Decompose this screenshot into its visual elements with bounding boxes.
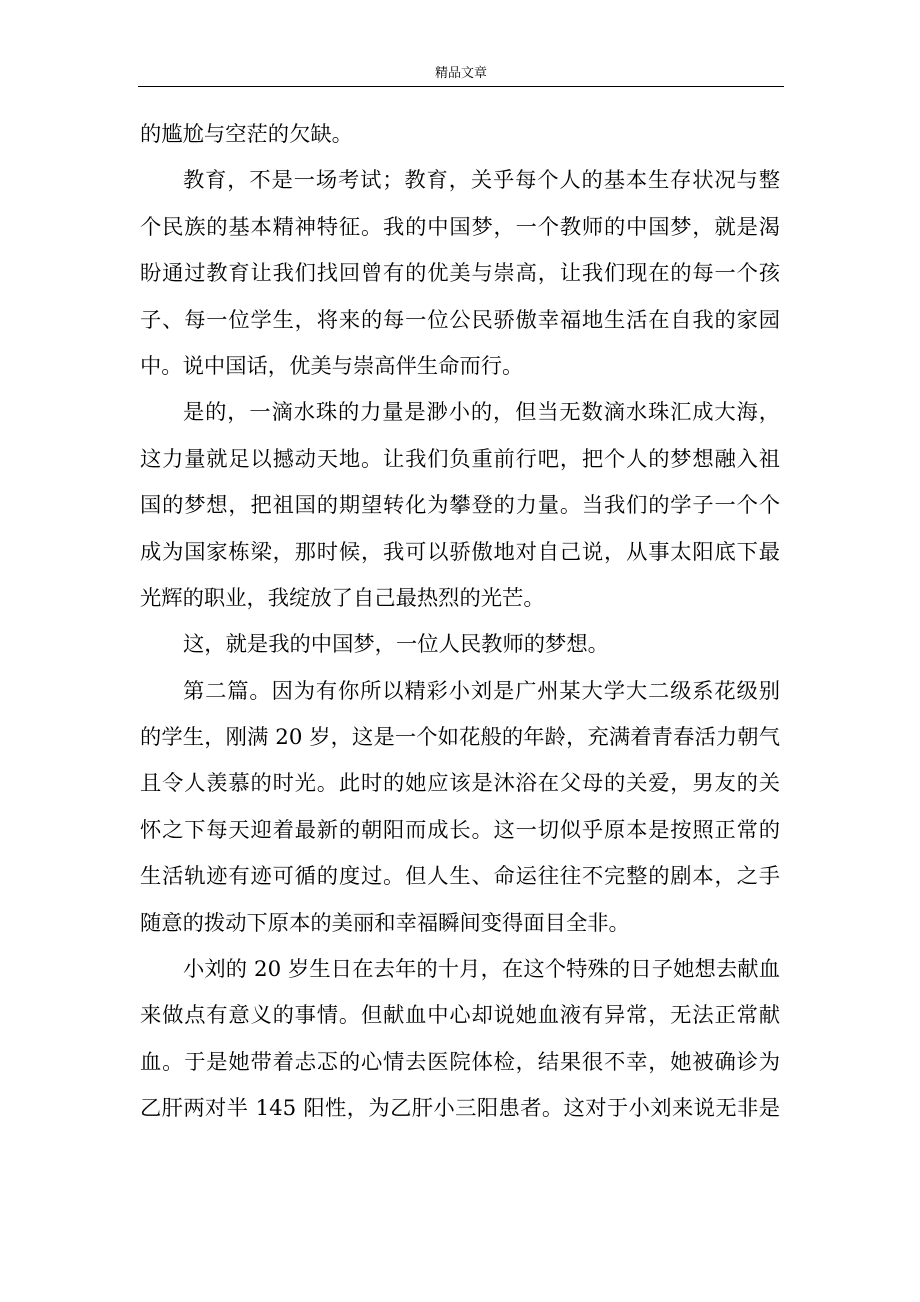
text-line: 是的，一滴水珠的力量是渺小的，但当无数滴水珠汇成大海，: [183, 400, 780, 426]
text-line: 且令人羡慕的时光。此时的她应该是沐浴在父母的关爱，男友的关: [140, 771, 780, 797]
text-line: 生活轨迹有迹可循的度过。但人生、命运往往不完整的剧本，之手: [140, 864, 780, 890]
text-line: 光辉的职业，我绽放了自己最热烈的光芒。: [140, 585, 545, 611]
page-header: [138, 62, 784, 87]
text-line: 怀之下每天迎着最新的朝阳而成长。这一切似乎原本是按照正常的: [140, 817, 780, 843]
text-line: 这力量就足以撼动天地。让我们负重前行吧，把个人的梦想融入祖: [140, 446, 780, 472]
text-line: 乙肝两对半 145 阳性，为乙肝小三阳患者。这对于小刘来说无非是: [140, 1096, 780, 1122]
text-line: 盼通过教育让我们找回曾有的优美与崇高，让我们现在的每一个孩: [140, 261, 780, 287]
text-line: 血。于是她带着忐忑的心情去医院体检，结果很不幸，她被确诊为: [140, 1049, 780, 1075]
text-line: 第二篇。因为有你所以精彩小刘是广州某大学大二级系花级别: [183, 678, 780, 704]
text-line: 子、每一位学生，将来的每一位公民骄傲幸福地生活在自我的家园: [140, 307, 780, 333]
text-line: 国的梦想，把祖国的期望转化为攀登的力量。当我们的学子一个个: [140, 493, 780, 519]
paragraph-xiaoliu-birthday: [140, 947, 780, 1133]
page-header-title: 精品文章: [434, 66, 487, 81]
document-body: [140, 112, 780, 1133]
text-line: 随意的拨动下原本的美丽和幸福瞬间变得面目全非。: [140, 910, 630, 936]
paragraph-water-drop: [140, 390, 780, 622]
text-line: 小刘的 20 岁生日在去年的十月，在这个特殊的日子她想去献血: [183, 957, 780, 983]
text-line: 教育，不是一场考试；教育，关乎每个人的基本生存状况与整: [183, 168, 780, 194]
paragraph-china-dream: [140, 622, 780, 668]
text-line: 中。说中国话，优美与崇高伴生命而行。: [140, 353, 524, 379]
text-line: 这，就是我的中国梦，一位人民教师的梦想。: [183, 632, 609, 658]
text-line: 的学生，刚满 20 岁，这是一个如花般的年龄，充满着青春活力朝气: [140, 725, 780, 751]
text-line: 来做点有意义的事情。但献血中心却说她血液有异常，无法正常献: [140, 1003, 780, 1029]
paragraph-continuation: [140, 112, 780, 158]
text-line: 的尴尬与空茫的欠缺。: [140, 122, 353, 147]
paragraph-education: [140, 158, 780, 390]
text-line: 成为国家栋梁，那时候，我可以骄傲地对自己说，从事太阳底下最: [140, 539, 780, 565]
paragraph-second-article: [140, 669, 780, 947]
text-line: 个民族的基本精神特征。我的中国梦，一个教师的中国梦，就是渴: [140, 214, 780, 240]
